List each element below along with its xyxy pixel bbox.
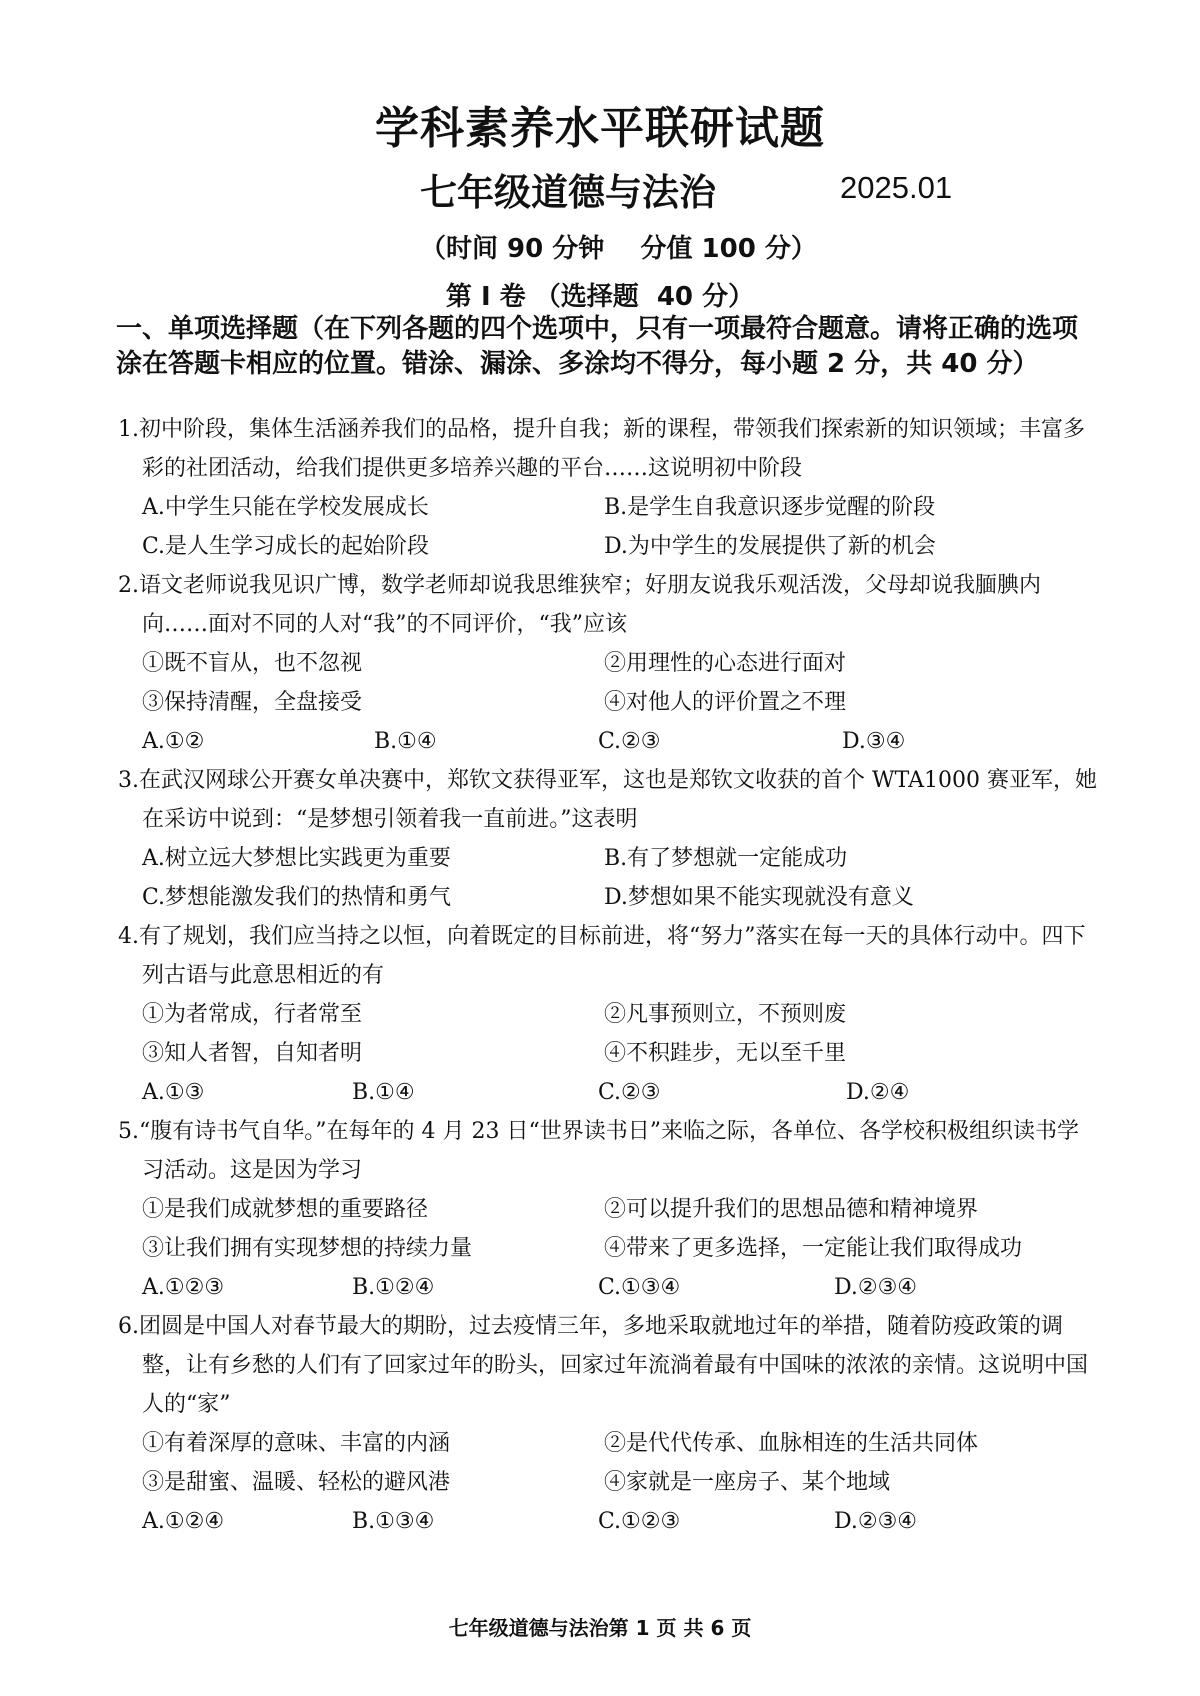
exam-title: 学科素养水平联研试题 (375, 103, 825, 154)
statement-row (118, 1463, 1098, 1502)
option-d: D.为中学生的发展提供了新的机会 (604, 534, 936, 559)
option-row (118, 527, 1098, 566)
option-d: D.梦想如果不能实现就没有意义 (604, 885, 914, 910)
option-a: A.中学生只能在学校发展成长 (142, 495, 429, 520)
statement-row (118, 1424, 1098, 1463)
statement-3: ③让我们拥有实现梦想的持续力量 (142, 1236, 473, 1261)
option-c: C.梦想能激发我们的热情和勇气 (142, 885, 452, 910)
option-d: D.②④ (846, 1080, 910, 1105)
statement-2: ②是代代传承、血脉相连的生活共同体 (604, 1431, 979, 1456)
question-stem: 4.有了规划，我们应当持之以恒，向着既定的目标前进，将“努力”落实在每一天的具体行动中。四下列古语与此意思相近的有 (118, 924, 1086, 988)
page-footer: 七年级道德与法治第 1 页 共 6 页 (448, 1616, 752, 1640)
question-5 (118, 1112, 1098, 1307)
option-c: C.②③ (598, 1080, 661, 1105)
option-b: B.①③④ (352, 1509, 435, 1534)
option-row (118, 488, 1098, 527)
statement-4: ④不积跬步，无以至千里 (604, 1041, 847, 1066)
statement-1: ①既不盲从，也不忽视 (142, 651, 363, 676)
option-a: A.①②④ (142, 1509, 225, 1534)
option-a: A.①② (142, 729, 205, 754)
option-c: C.①②③ (598, 1509, 681, 1534)
question-list (118, 410, 1098, 1541)
statement-row (118, 644, 1098, 683)
option-row (118, 1268, 1098, 1307)
statement-1: ①为者常成，行者常至 (142, 1002, 363, 1027)
question-stem: 5.“腹有诗书气自华。”在每年的 4 月 23 日“世界读书日”来临之际，各单位、各学校积极组织读书学习活动。这是因为学习 (118, 1119, 1079, 1183)
option-row (118, 878, 1098, 917)
option-row (118, 839, 1098, 878)
statement-2: ②凡事预则立，不预则废 (604, 1002, 847, 1027)
option-row (118, 722, 1098, 761)
statement-2: ②用理性的心态进行面对 (604, 651, 847, 676)
statement-4: ④家就是一座房子、某个地域 (604, 1470, 891, 1495)
statement-row (118, 683, 1098, 722)
question-stem: 3.在武汉网球公开赛女单决赛中，郑钦文获得亚军，这也是郑钦文收获的首个 WTA1000 赛亚军，她在采访中说到：“是梦想引领着我一直前进。”这表明 (118, 768, 1097, 832)
statement-4: ④带来了更多选择，一定能让我们取得成功 (604, 1236, 1023, 1261)
statement-1: ①是我们成就梦想的重要路径 (142, 1197, 429, 1222)
question-stem: 1.初中阶段，集体生活涵养我们的品格，提升自我；新的课程，带领我们探索新的知识领域；丰富多彩的社团活动，给我们提供更多培养兴趣的平台……这说明初中阶段 (118, 417, 1085, 481)
question-4 (118, 917, 1098, 1112)
question-stem: 2.语文老师说我见识广博，数学老师却说我思维狭窄；好朋友说我乐观活泼，父母却说我腼腆内向……面对不同的人对“我”的不同评价，“我”应该 (118, 573, 1041, 637)
section-instructions: 一、单项选择题（在下列各题的四个选项中，只有一项最符合题意。请将正确的选项涂在答题卡相应的位置。错涂、漏涂、多涂均不得分，每小题 2 分，共 40 分） (116, 314, 1079, 379)
option-d: D.②③④ (834, 1275, 918, 1300)
statement-row (118, 1190, 1098, 1229)
option-c: C.①③④ (598, 1275, 681, 1300)
question-2 (118, 566, 1098, 761)
statement-row (118, 1034, 1098, 1073)
time-score-info: （时间 90 分钟 分值 100 分） (420, 234, 817, 264)
option-a: A.①②③ (142, 1275, 225, 1300)
question-6 (118, 1307, 1098, 1541)
option-b: B.有了梦想就一定能成功 (604, 846, 848, 871)
part-title: 第 I 卷 （选择题 40 分） (445, 282, 755, 312)
option-a: A.①③ (142, 1080, 205, 1105)
statement-2: ②可以提升我们的思想品德和精神境界 (604, 1197, 979, 1222)
option-b: B.①④ (374, 729, 437, 754)
option-row (118, 1073, 1098, 1112)
option-b: B.是学生自我意识逐步觉醒的阶段 (604, 495, 936, 520)
subject-title: 七年级道德与法治 (420, 171, 716, 214)
statement-row (118, 1229, 1098, 1268)
statement-1: ①有着深厚的意味、丰富的内涵 (142, 1431, 451, 1456)
option-a: A.树立远大梦想比实践更为重要 (142, 846, 451, 871)
statement-3: ③知人者智，自知者明 (142, 1041, 363, 1066)
statement-4: ④对他人的评价置之不理 (604, 690, 847, 715)
option-b: B.①②④ (352, 1275, 435, 1300)
exam-date: 2025.01 (840, 170, 953, 205)
option-row (118, 1502, 1098, 1541)
question-stem: 6.团圆是中国人对春节最大的期盼，过去疫情三年，多地采取就地过年的举措，随着防疫政策的调整，让有乡愁的人们有了回家过年的盼头，回家过年流淌着最有中国味的浓浓的亲情。这说明中国人的“家” (118, 1314, 1089, 1417)
option-c: C.是人生学习成长的起始阶段 (142, 534, 430, 559)
option-d: D.②③④ (834, 1509, 918, 1534)
option-c: C.②③ (598, 729, 661, 754)
question-1 (118, 410, 1098, 566)
option-b: B.①④ (352, 1080, 415, 1105)
statement-3: ③是甜蜜、温暖、轻松的避风港 (142, 1470, 451, 1495)
option-d: D.③④ (842, 729, 906, 754)
statement-3: ③保持清醒，全盘接受 (142, 690, 363, 715)
question-3 (118, 761, 1098, 917)
statement-row (118, 995, 1098, 1034)
